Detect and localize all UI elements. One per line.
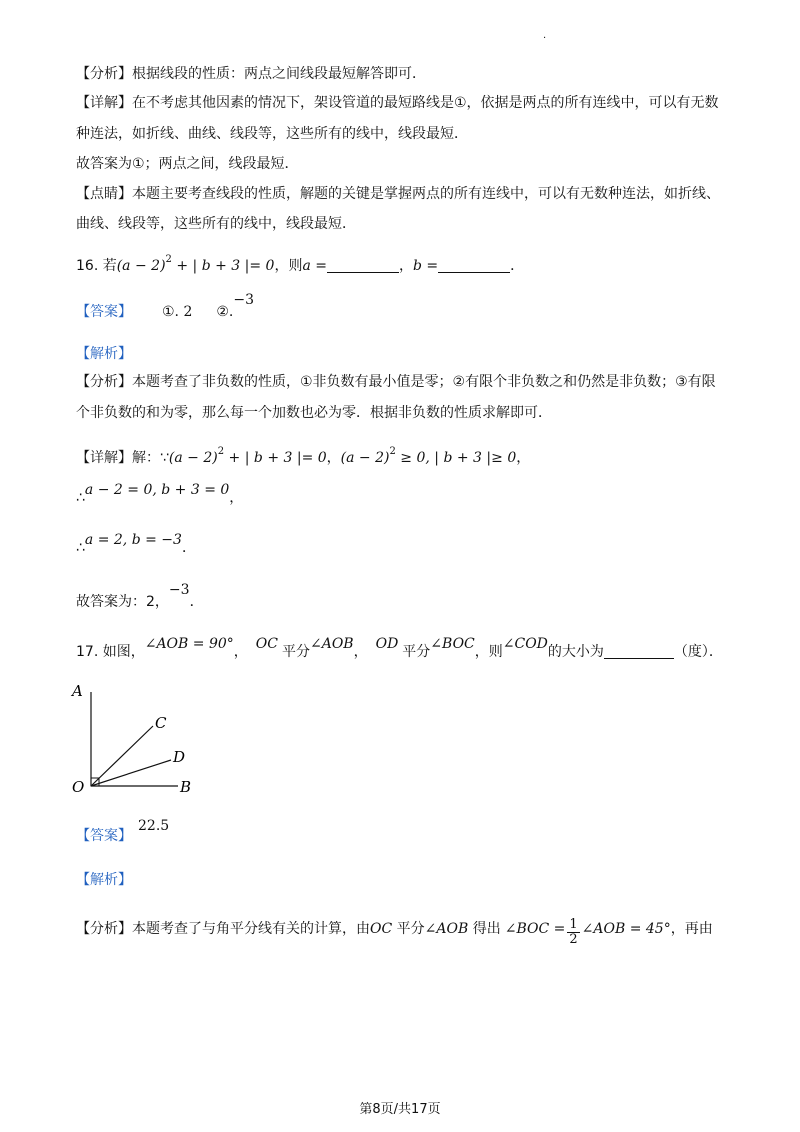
final-answer-16: 故答案为：2，−3．	[76, 582, 204, 610]
detail-16: 【详解】解：∵(a − 2)$^2$ + | b + 3 |= 0，$(a - 2)^2 \ge 0$, | b + 3 |≥ 0，	[76, 446, 531, 466]
answer-line-15: 故答案为①；两点之间，线段最短．	[76, 156, 299, 172]
label-b: B	[180, 778, 192, 796]
analysis-16-b: 个非负数的和为零，那么每一个加数也必为零．根据非负数的性质求解即可．	[76, 405, 552, 421]
angle-figure	[66, 682, 206, 802]
answer-17: 【答案】22.5	[76, 818, 170, 844]
corner-mark: .	[543, 30, 547, 41]
analysis-heading-16: 【解析】	[76, 346, 132, 362]
ray-od	[91, 760, 171, 786]
question-16: 16. 若$(a - 2)^2$ + | b + 3 |= 0，则a = ，b = ．	[76, 254, 525, 274]
label-a: A	[72, 682, 83, 700]
answer-blank-a[interactable]	[327, 258, 399, 273]
analysis-16-a: 【分析】本题考查了非负数的性质，①非负数有最小值是零；②有限个非负数之和仍然是非负数；③有限	[76, 374, 716, 390]
analysis-heading-17: 【解析】	[76, 872, 132, 888]
analysis-line-15: 【分析】根据线段的性质：两点之间线段最短解答即可．	[76, 66, 426, 82]
question-17: 17. 如图，∠AOB = 90°， OC 平分∠AOB， OD 平分∠BOC，则∠COD的大小为 （度）．	[76, 636, 723, 660]
step-16-b: ∴a = 2, b = −3．	[76, 532, 196, 556]
answer-blank-17[interactable]	[604, 644, 674, 659]
page-footer: 第8页/共17页	[359, 1102, 441, 1117]
ray-oc	[91, 726, 153, 786]
comment-line-15-b: 曲线、线段等，这些所有的线中，线段最短．	[76, 216, 356, 232]
detail-line-15-a: 【详解】在不考虑其他因素的情况下，架设管道的最短路线是①，依据是两点的所有连线中，可以有无数	[76, 95, 719, 111]
step-16-a: ∴a − 2 = 0, b + 3 = 0，	[76, 482, 244, 506]
comment-line-15-a: 【点睛】本题主要考查线段的性质，解题的关键是掌握两点的所有连线中，可以有无数种连法，如折线、	[76, 186, 720, 202]
label-d: D	[173, 748, 186, 766]
answer-16: 【答案】 ①. 2 ②.−3	[76, 292, 255, 320]
label-o: O	[72, 778, 85, 796]
label-c: C	[155, 714, 167, 732]
answer-blank-b[interactable]	[438, 258, 510, 273]
analysis-17: 【分析】本题考查了与角平分线有关的计算，由OC 平分∠AOB 得出 ∠BOC = $\frac{1}{2}$ ∠AOB = 45°，再由	[76, 917, 713, 947]
fraction-half: $\frac{1}{2}$	[569, 917, 578, 947]
detail-line-15-b: 种连法，如折线、曲线、线段等，这些所有的线中，线段最短．	[76, 126, 468, 142]
